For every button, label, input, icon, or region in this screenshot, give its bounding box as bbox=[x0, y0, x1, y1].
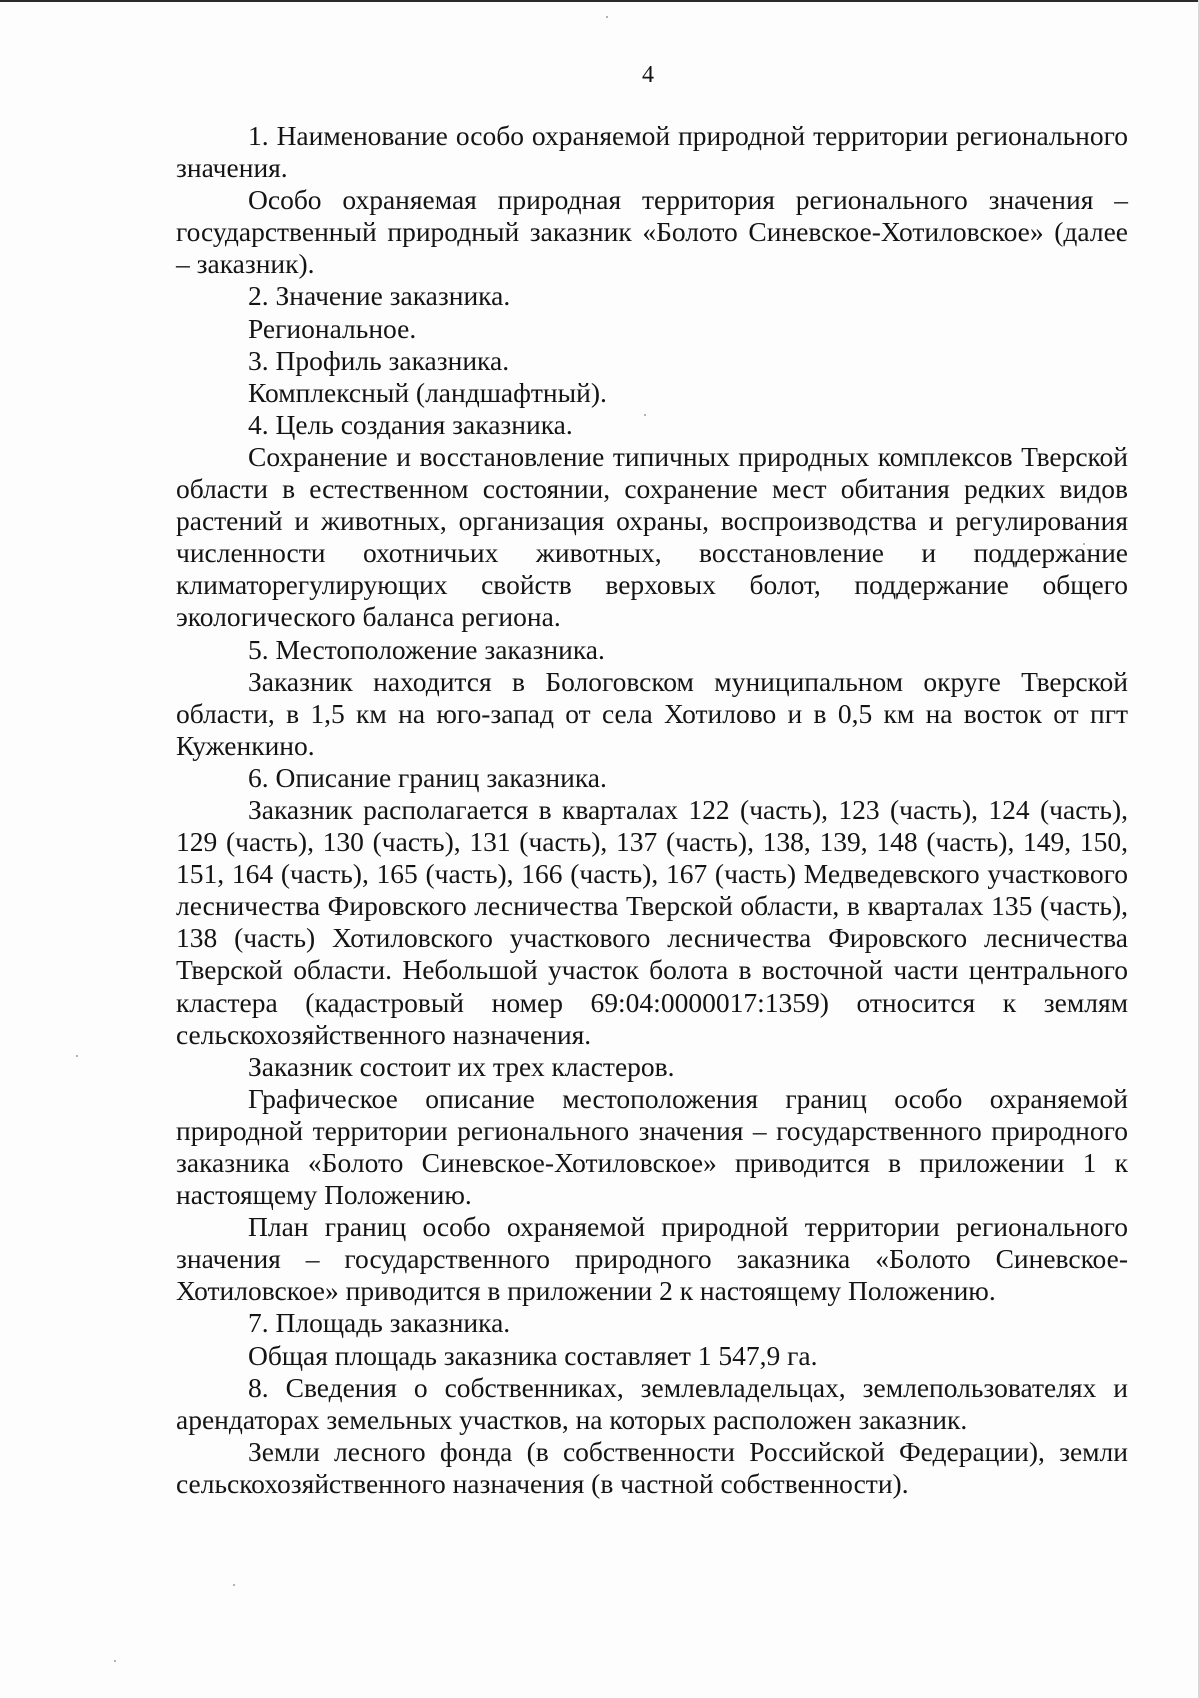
section-paragraph: Заказник располагается в кварталах 122 (часть), 123 (часть), 124 (часть), 129 (часть), 130 (часть), 131 (часть), 137 (часть), 138, 139, 148 (часть), 149, 150, 151, 164 (часть), 165 (часть), 166 (часть), 167 (часть) Медведевского участкового лесничества Фировского лесничества Тверской области, в кварталах 135 (часть), 138 (часть) Хотиловского участкового лесничества Фировского лесничества Тверской области. Небольшой участок болота в восточной части центрального кластера (кадастровый номер 69:04:0000017:1359) относится к землям сельскохозяйственного назначения. bbox=[176, 793, 1128, 1050]
scan-speck bbox=[114, 1660, 116, 1662]
section-paragraph: Земли лесного фонда (в собственности Российской Федерации), земли сельскохозяйственного назначения (в частной собственности). bbox=[176, 1435, 1128, 1499]
section-heading: 1. Наименование особо охраняемой природной территории регионального значения. bbox=[176, 120, 1128, 184]
section-paragraph: Особо охраняемая природная территория регионального значения – государственный природный заказник «Болото Синевское-Хотиловское» (далее – заказник). bbox=[176, 184, 1128, 280]
section-heading: 5. Местоположение заказника. bbox=[248, 633, 605, 665]
scan-speck bbox=[76, 1055, 78, 1057]
section-paragraph: Сохранение и восстановление типичных природных комплексов Тверской области в естественном состоянии, сохранение мест обитания редких видов растений и животных, организация охраны, воспроизводства и регулирования численности охотничьих животных, восстановление и поддержание климаторегулирующих свойств верховых болот, поддержание общего экологического баланса региона. bbox=[176, 440, 1128, 633]
scan-top-edge bbox=[0, 0, 1200, 2]
section-heading: 6. Описание границ заказника. bbox=[248, 761, 607, 793]
section-paragraph: Графическое описание местоположения границ особо охраняемой природной территории регионального значения – государственного природного заказника «Болото Синевское-Хотиловское» приводится в приложении 1 к настоящему Положению. bbox=[176, 1082, 1128, 1211]
section-paragraph: Комплексный (ландшафтный). bbox=[248, 376, 607, 408]
section-paragraph: Заказник состоит их трех кластеров. bbox=[248, 1050, 675, 1082]
section-heading: 2. Значение заказника. bbox=[248, 280, 511, 312]
scan-speck bbox=[233, 1584, 235, 1586]
section-heading: 4. Цель создания заказника. bbox=[248, 408, 573, 440]
page-number: 4 bbox=[642, 62, 654, 88]
section-paragraph: Общая площадь заказника составляет 1 547,9 га. bbox=[248, 1339, 818, 1371]
section-heading: 8. Сведения о собственниках, землевладельцах, землепользователях и арендаторах земельных участков, на которых расположен заказник. bbox=[176, 1371, 1128, 1435]
document-body bbox=[176, 120, 1128, 1500]
section-paragraph: Заказник находится в Бологовском муниципальном округе Тверской области, в 1,5 км на юго-запад от села Хотилово и в 0,5 км на восток от пгт Куженкино. bbox=[176, 665, 1128, 761]
section-heading: 3. Профиль заказника. bbox=[248, 344, 510, 376]
section-heading: 7. Площадь заказника. bbox=[248, 1307, 511, 1339]
section-paragraph: Региональное. bbox=[248, 312, 417, 344]
section-paragraph: План границ особо охраняемой природной территории регионального значения – государственного природного заказника «Болото Синевское-Хотиловское» приводится в приложении 2 к настоящему Положению. bbox=[176, 1211, 1128, 1307]
scan-speck bbox=[606, 16, 608, 18]
